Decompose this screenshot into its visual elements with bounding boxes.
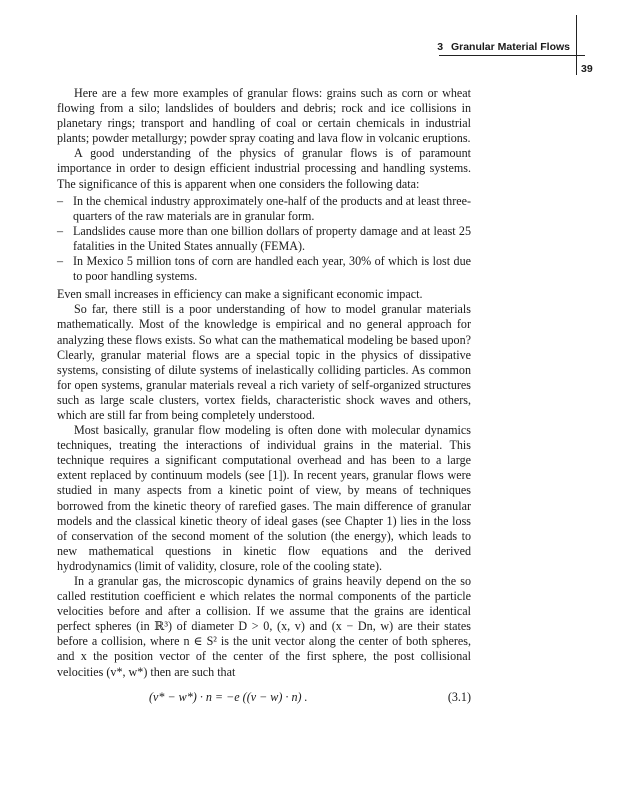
paragraph-economic-impact: Even small increases in efficiency can make a significant economic impact. (57, 287, 423, 302)
paragraph-modeling: So far, there still is a poor understanding of how to model granular materials mathematically. Most of the knowledge is empirical and no general approach for analyzing these flows exists. So what can the mathematical modeling be based upon? Clearly, granular material flows are a special topic in the physics of dissipative systems, consisting of dilute systems of inelastically colliding particles. As common for open systems, granular materials reveal a rich variety of self-organized structures such as large scale clusters, vortex fields, characteristic shock waves and others, which are still far from being completely understood. (57, 302, 471, 422)
paragraph-examples: Here are a few more examples of granular flows: grains such as corn or wheat flowing from a silo; landslides of boulders and debris; rock and ice collisions in planetary rings; transport and handling of coal or certain chemicals in industrial plants; powder metallurgy; powder spray coating and lava flow in volcanic eruptions. (57, 86, 471, 146)
list-item-text: Landslides cause more than one billion dollars of property damage and at least 25 fatalities in the United States annually (FEMA). (73, 223, 471, 253)
list-dash: – (57, 254, 64, 269)
equation-block (57, 688, 471, 710)
running-head-vertical-rule (576, 15, 577, 75)
equation-number: (3.1) (447, 689, 471, 704)
equation: (v* − w*) · n = −e ((v − w) · n) . (149, 689, 308, 704)
list-item-text: In Mexico 5 million tons of corn are handled each year, 30% of which is lost due to poor handling systems. (73, 254, 471, 284)
list-dash: – (57, 193, 64, 208)
list-item (57, 224, 471, 254)
list-item (57, 254, 471, 284)
list-dash: – (57, 223, 64, 238)
page-number: 39 (581, 63, 593, 75)
paragraph-restitution: In a granular gas, the microscopic dynamics of grains heavily depend on the so called restitution coefficient e which relates the normal components of the particle velocities before and after a collision. If we assume that the grains are identical perfect spheres (in ℝ³) of diameter D > 0, (x, v) and (x − Dn, w) are their states before a collision, where n ∈ S² is the unit vector along the center of both spheres, and x the position vector of the center of the first sphere, the post collisional velocities (v*, w*) then are such that (57, 574, 471, 679)
paragraph-importance: A good understanding of the physics of granular flows is of paramount importance in order to design efficient industrial processing and handling systems. The significance of this is apparent when one considers the following data: (57, 146, 471, 191)
body-text (57, 86, 471, 710)
running-head-horizontal-rule (439, 55, 585, 56)
running-head (437, 41, 570, 53)
chapter-number: 3 (437, 41, 444, 53)
paragraph-molecular-dynamics: Most basically, granular flow modeling is often done with molecular dynamics techniques, treating the interactions of individual grains in the material. This technique requires a significant computational overhead and has been to a large extent replaced by continuum models (see [1]). In recent years, granular flows were studied in many aspects from a kinetic point of view, by means of techniques borrowed from the kinetic theory of rarefied gases. The main difference of granular models and the classical kinetic theory of ideal gases (see Chapter 1) lies in the loss of conservation of the second moment of the solution (the energy), which leads to new mathematical questions in kinetic flow equations and the derived hydrodynamics (limit of validity, closure, role of the cooling state). (57, 423, 471, 573)
list-item (57, 194, 471, 224)
chapter-title: Granular Material Flows (450, 41, 570, 53)
list-item-text: In the chemical industry approximately one-half of the products and at least three-quarters of the raw materials are in granular form. (73, 193, 471, 223)
data-list (57, 194, 471, 285)
